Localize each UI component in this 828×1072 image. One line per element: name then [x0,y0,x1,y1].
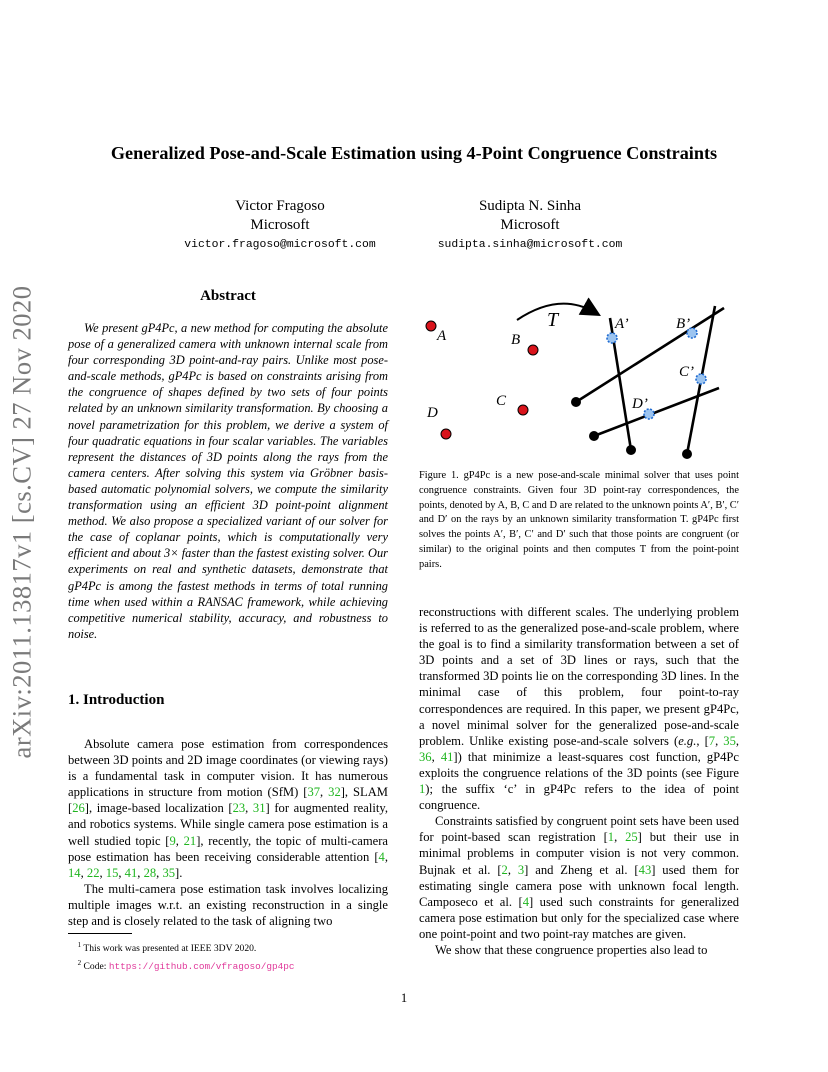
citation-link[interactable]: 35 [162,865,176,880]
intro-paragraph-2: The multi-camera pose estimation task involves localizing multiple images w.r.t. an existing reconstruction in a single step and is closely related to the task of aligning two [68,881,388,929]
point-B [528,345,538,355]
citation-link[interactable]: 15 [105,865,119,880]
figure-1-diagram [419,288,739,460]
author-name: Victor Fragoso [235,198,325,214]
figure-1 [419,288,739,465]
ray-origin-point [626,445,636,455]
ray-origin-point [571,397,581,407]
abstract-text: We present gP4Pc, a new method for computing the absolute pose of a generalized camera with unknown internal scale from four corresponding 3D point-and-ray pairs. Unlike most pose-and-scale methods, gP4Pc is based on constraints arising from the congruence of shapes defined by two sets of four points related by an unknown similarity transformation. By choosing a novel parametrization for this problem, we derive a system of four quadratic equations in four scalar variables. The variables represent the distances of 3D points along the rays from the camera centers. After solving this system via Gröbner basis-based automatic polynomial solvers, we compute the similarity transformation using an efficient 3D point-point alignment method. We also propose a specialized variant of our solver for the case of coplanar points, which is computationally very efficient and about 3× faster than the fastest existing solver. Our experiments on real and synthetic datasets, demonstrate that gP4Pc is among the fastest methods in terms of total running time when used within a RANSAC framework, while achieving competitive numerical stability, accuracy, and robustness to noise. [68,321,388,641]
label-B: B [511,332,521,348]
citation-link[interactable]: 37 [307,785,321,800]
left-column-body [68,736,388,929]
footnote-2: $^2$ Code: https://github.com/vfragoso/gp4pc [77,959,295,973]
right-paragraph-1: reconstructions with different scales. The underlying problem is referred to as the generalized pose-and-scale problem, where the goal is to find a similarity transformation between a set of 3D points and a set of 3D lines or rays, such that the transformed 3D points lie on the corresponding 3D lines. In the minimal case of this problem, four point-to-ray correspondences are required. In this paper, we present gP4Pc, a novel minimal solver for the generalized pose-and-scale problem. Unlike existing pose-and-scale solvers (e.g., [7, 35, 36, 41]) that minimize a least-squares cost function, gP4Pc exploits the congruence relations of the 3D points (see Figure 1); the suffix ‘c’ in gP4Pc refers to the idea of point congruence. [419,605,740,813]
point-A-prime [607,333,617,343]
author-email: sudipta.sinha@microsoft.com [437,239,623,251]
citation-link[interactable]: 2 [501,862,508,877]
citation-link[interactable]: 31 [252,801,266,816]
citation-link[interactable]: 41 [124,865,138,880]
code-link[interactable]: https://github.com/vfragoso/gp4pc [108,961,295,973]
citation-link[interactable]: 7 [708,733,716,748]
citation-link[interactable]: 23 [232,801,246,816]
ray-origin-point [589,431,599,441]
citation-link[interactable]: 41 [440,749,454,764]
abstract-heading: Abstract [200,288,256,304]
citation-link[interactable]: 21 [183,833,197,848]
page-number: 1 [400,991,408,1005]
label-B-prime: B’ [676,316,691,332]
citation-link[interactable]: 4 [522,894,529,909]
citation-link[interactable]: 32 [328,785,341,800]
citation-link[interactable]: 9 [169,833,176,848]
author-affiliation: Microsoft [250,217,310,233]
author-affiliation: Microsoft [500,217,560,233]
citation-link[interactable]: 26 [72,801,85,816]
citation-link[interactable]: 14 [68,865,81,880]
citation-link[interactable]: 36 [419,749,432,764]
label-C: C [496,393,507,409]
figure-1-caption: Figure 1. gP4Pc is a new pose-and-scale minimal solver that uses point congruence constraints. Given four 3D point-ray correspondences, the points, denoted by A, B, C and D are related to the unknown points A′, B′, C′ and D′ on the rays by an unknown similarity transformation T. gP4Pc first solves the points A′, B′, C′ and D′ such that those points are congruent (or similar) to the original points and then computes T from the point-point pairs. [419,470,739,570]
author-block-2 [410,197,650,251]
ray-line [576,308,724,402]
author-name: Sudipta N. Sinha [478,198,582,214]
point-C-prime [696,374,706,384]
citation-link[interactable]: 35 [723,733,736,748]
right-paragraph-2: Constraints satisfied by congruent point sets have been used for point-based scan registration [1, 25] but their use in minimal problems in computer vision is not very common. Bujnak et al. [2, 3] and Zheng et al. [43] used them for estimating single camera pose with unknown focal length. Camposeco et al. [4] used such constraints for generalized camera pose estimation but only for the specialized case where one point-point and two point-ray matches are given. [419,814,740,941]
figure-ref-link[interactable]: 1 [419,782,426,797]
point-C [518,405,528,415]
label-D: D [427,405,438,421]
label-C-prime: C’ [679,364,694,380]
paper-title: Generalized Pose-and-Scale Estimation using 4-Point Congruence Constraints [110,143,718,163]
label-D-prime: D’ [632,396,648,412]
right-paragraph-3: We show that these congruence properties also lead to [435,942,708,957]
intro-paragraph-1: Absolute camera pose estimation from correspondences between 3D points and 2D image coordinates (or viewing rays) is a fundamental task in computer vision. It has numerous applications in structure from motion (SfM) [37, 32], SLAM [26], image-based localization [23, 31] for augmented reality, and robotics systems. While single camera pose estimation is a well studied topic [9, 21], recently, the topic of multi-camera pose estimation has been receiving considerable attention [4, 14, 22, 15, 41, 28, 35]. [68,737,388,880]
label-A: A [437,328,447,344]
author-block-1 [160,197,400,251]
citation-link[interactable]: 25 [625,830,638,845]
label-T: T [547,309,559,331]
ray-origin-point [682,449,692,459]
right-column-body [419,604,739,958]
footnote-rule [68,933,132,934]
citation-link[interactable]: 1 [607,830,615,845]
section-heading-introduction: 1. Introduction [68,692,165,708]
citation-link[interactable]: 43 [638,862,652,877]
citation-link[interactable]: 3 [517,862,525,877]
point-D [441,429,451,439]
citation-link[interactable]: 28 [143,865,157,880]
point-A [426,321,436,331]
author-email: victor.fragoso@microsoft.com [184,239,376,251]
ray-line [594,388,719,436]
footnotes [68,938,398,974]
citation-link[interactable]: 22 [86,865,100,880]
label-A-prime: A’ [615,316,629,332]
arxiv-id: arXiv:2011.13817v1 [cs.CV] 27 Nov 2020 [6,285,37,759]
citation-link[interactable]: 4 [378,849,385,864]
footnote-1: $^1$ This work was presented at IEEE 3DV 2020. [77,941,257,955]
